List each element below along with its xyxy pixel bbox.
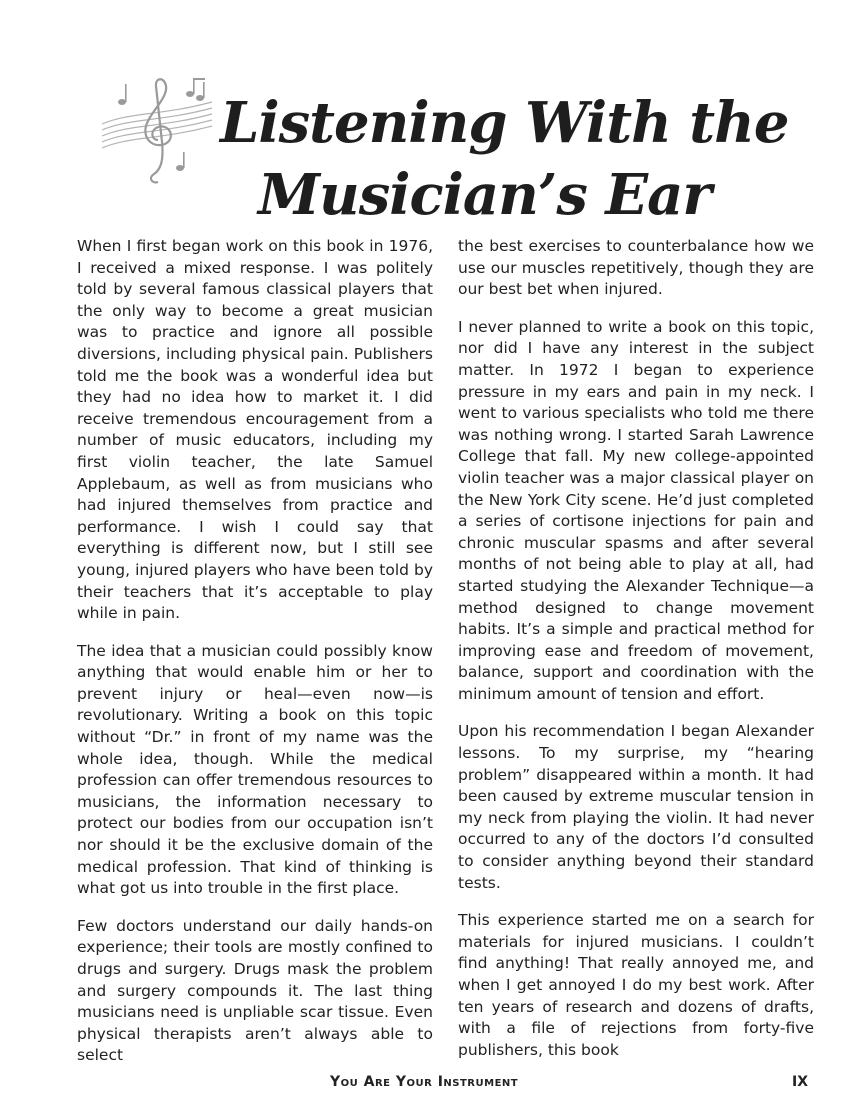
treble-clef-music-notes-icon xyxy=(100,72,215,192)
running-footer-book-title: You Are Your Instrument xyxy=(330,1074,519,1090)
paragraph: Few doctors understand our daily hands-on experience; their tools are mostly confined to drugs and surgery. Drugs mask the problem and surgery compounds it. The last thing musicians need is unpliable scar tissue. Even physical therapists aren’t always able to select xyxy=(77,916,433,1065)
page-title-line-2: Musician’s Ear xyxy=(258,162,711,228)
paragraph: the best exercises to counterbalance how we use our muscles repetitively, though they are our best bet when injured. xyxy=(458,237,814,299)
page-number: IX xyxy=(792,1074,809,1090)
paragraph: I never planned to write a book on this topic, nor did I have any interest in the subject matter. In 1972 I began to experience pressure in my ears and pain in my neck. I went to various specialists who told me there was nothing wrong. I started Sarah Lawrence College that fall. My new college-appointed violin teacher was a major classical player on the New York City scene. He’d just completed a series of cortisone injections for pain and chronic muscular spasms and after several months of not being able to play at all, had started studying the Alexander Technique—a method designed to change movement habits. It’s a simple and practical method for improving ease and freedom of movement, balance, support and coordination with the minimum amount of tension and effort. xyxy=(458,317,814,703)
right-text-column xyxy=(458,236,814,1077)
paragraph: The idea that a musician could possibly know anything that would enable him or her to prevent injury or heal—even now—is revolutionary. Writing a book on this topic without “Dr.” in front of my name was the whole idea, though. While the medical profession can offer tremendous resources to musicians, the information necessary to protect our bodies from our occupation isn’t nor should it be the exclusive domain of the medical profession. That kind of thinking is what got us into trouble in the first place. xyxy=(77,641,433,898)
left-text-column xyxy=(77,236,433,1083)
page-title-line-1: Listening With the xyxy=(220,90,789,156)
paragraph: This experience started me on a search for materials for injured musicians. I couldn’t find anything! That really annoyed me, and when I get annoyed I do my best work. After ten years of research and dozens of drafts, with a file of rejections from forty-five publishers, this book xyxy=(458,911,814,1059)
paragraph: Upon his recommendation I began Alexander lessons. To my surprise, my “hearing problem” disappeared within a month. It had been caused by extreme muscular tension in my neck from playing the violin. It had never occurred to any of the doctors I’d consulted to consider anything beyond their standard tests. xyxy=(458,722,814,892)
paragraph: When I first began work on this book in 1976, I received a mixed response. I was politely told by several famous classical players that the only way to become a great musician was to practice and ignore all possible diversions, including physical pain. Publishers told me the book was a wonderful idea but they had no idea how to market it. I did receive tremendous encouragement from a number of music educators, including my first violin teacher, the late Samuel Applebaum, as well as from musicians who had injured themselves from practice and performance. I wish I could say that everything is different now, but I still see young, injured players who have been told by their teachers that it’s acceptable to play while in pain. xyxy=(77,237,433,623)
